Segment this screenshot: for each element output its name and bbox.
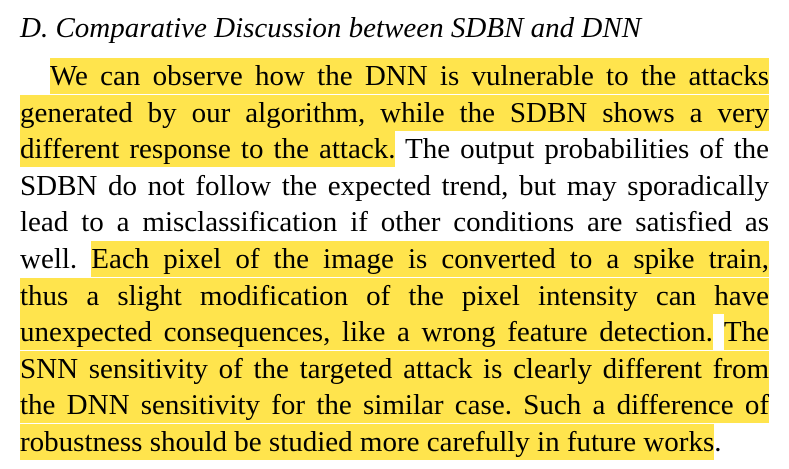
highlighted-text: SNN sensitivity of the targeted attack is clearly different from [20,352,769,385]
highlighted-text: The [723,316,770,349]
plain-text [713,316,724,348]
highlighted-text: different response to the attack. [20,133,396,166]
paragraph-line [20,424,769,461]
plain-text: The output probabilities of the [395,133,770,166]
paragraph-line [20,131,769,168]
highlighted-text: We can observe how the DNN is vulnerable to the attacks [50,60,769,92]
paragraph-line [20,387,769,424]
highlighted-text: generated by our algorithm, while the SDBN shows a very [20,96,769,129]
paragraph-line [20,241,769,278]
plain-text: SDBN do not follow the expected trend, but may sporadically [20,169,769,202]
paragraph-line [20,314,769,351]
section-heading: D. Comparative Discussion between SDBN and DNN [20,12,642,44]
paragraph-line [20,95,769,132]
highlighted-text: unexpected consequences, like a wrong feature detection. [20,316,713,349]
paragraph-line [20,168,769,205]
paragraph-line [20,351,769,388]
paragraph-line [20,204,769,241]
paragraph-line [20,278,769,315]
highlighted-text: Each pixel of the image is converted to a spike train, [91,242,769,275]
highlighted-text: the DNN sensitivity for the similar case. Such a difference of [20,389,769,422]
paragraph [20,58,769,461]
plain-text: . [714,425,722,458]
highlighted-text: robustness should be studied more carefully in future works [20,425,715,458]
plain-text: well. [20,242,92,275]
paragraph-line [20,58,769,95]
highlighted-text: thus a slight modification of the pixel intensity can have [20,279,769,312]
plain-text: lead to a misclassification if other conditions are satisfied as [20,206,769,239]
